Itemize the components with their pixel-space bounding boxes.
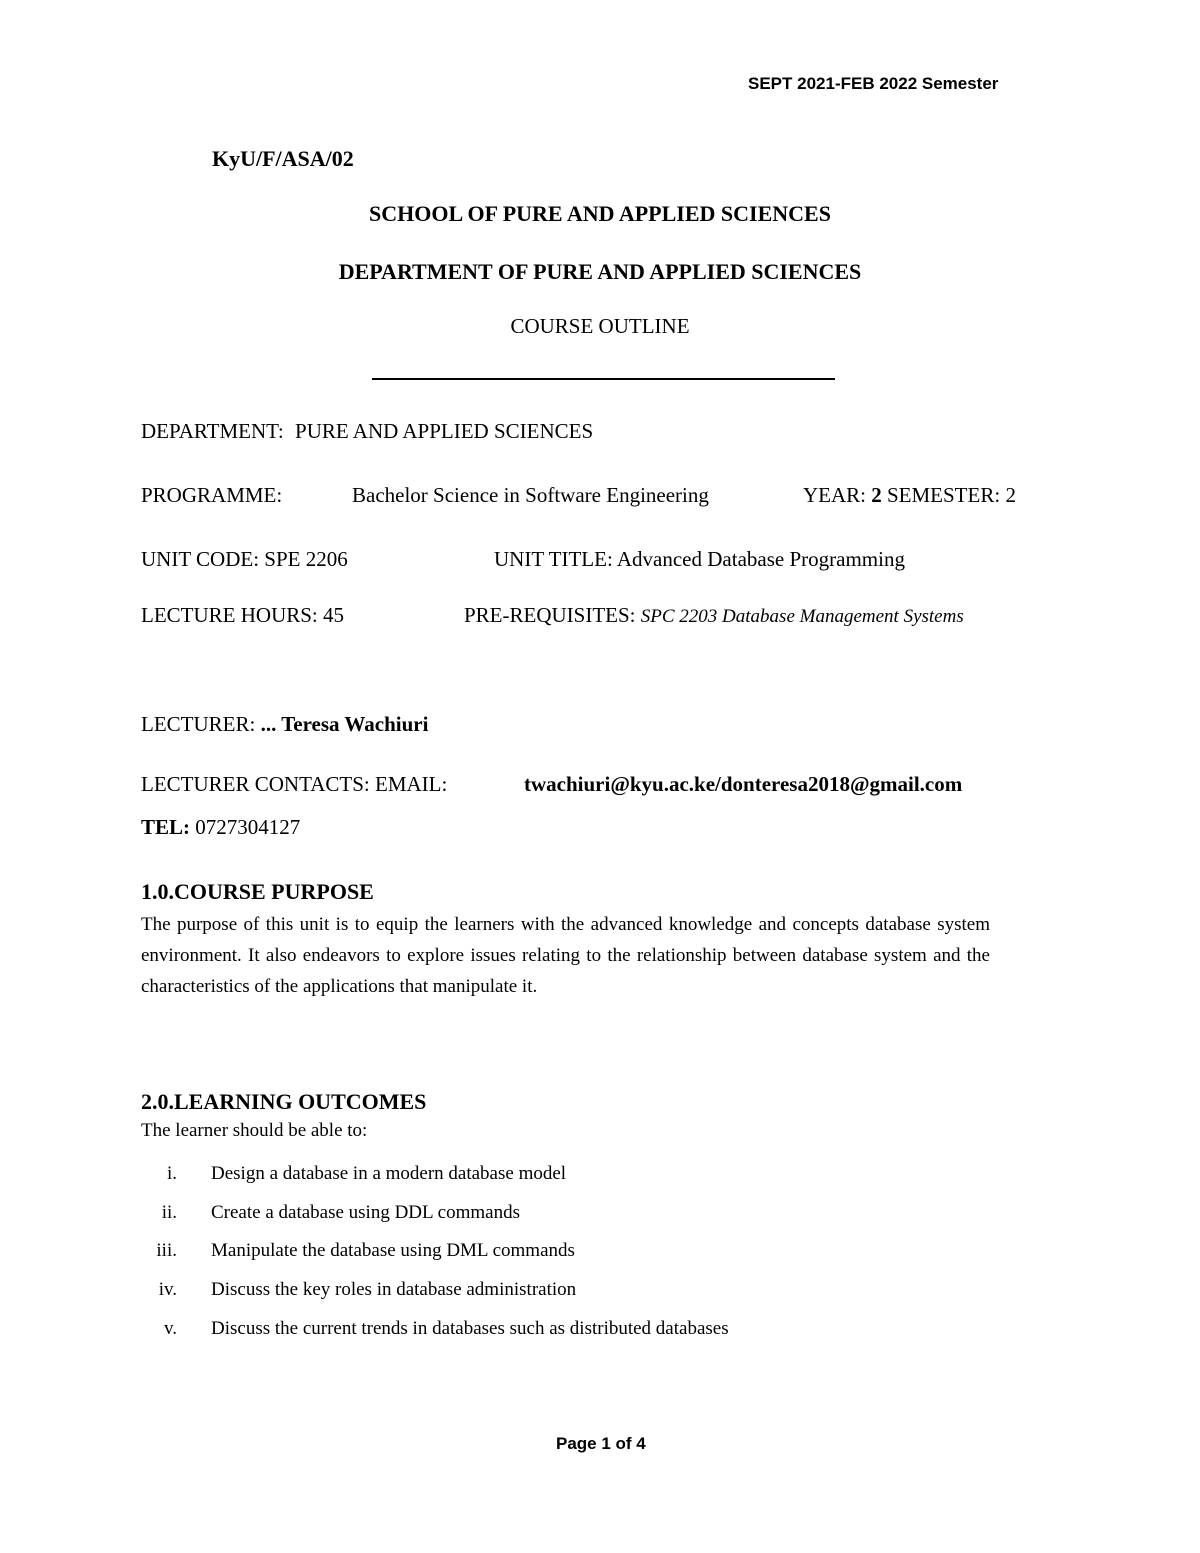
- contacts-label: LECTURER CONTACTS: EMAIL:: [141, 772, 448, 796]
- semester-header: SEPT 2021-FEB 2022 Semester: [748, 74, 999, 93]
- prerequisites-label: PRE-REQUISITES:: [464, 603, 636, 627]
- tel-row: [141, 815, 300, 840]
- lecturer-name: ... Teresa Wachiuri: [260, 712, 429, 736]
- course-purpose-text: The purpose of this unit is to equip the learners with the advanced knowledge and concepts database system environment. It also endeavors to explore issues relating to the relationship between database system and the characteristics of the applications that manipulate it.: [141, 914, 990, 997]
- year-value: 2: [871, 483, 882, 507]
- school-title: SCHOOL OF PURE AND APPLIED SCIENCES: [369, 201, 831, 226]
- unit-title-value: Advanced Database Programming: [616, 547, 905, 571]
- department-row: [141, 419, 593, 444]
- lecture-hours-value: 45: [323, 603, 345, 627]
- form-code: KyU/F/ASA/02: [212, 146, 354, 171]
- page-number: Page 1 of 4: [556, 1434, 646, 1453]
- list-item-number: iii.: [156, 1240, 177, 1261]
- prerequisites-row: [464, 603, 964, 628]
- unit-title-label: UNIT TITLE:: [494, 547, 613, 571]
- list-item-text: Discuss the key roles in database administration: [211, 1279, 577, 1300]
- list-item-text: Manipulate the database using DML commands: [211, 1240, 575, 1261]
- unit-code-value: SPE 2206: [264, 547, 348, 571]
- list-item-number: v.: [163, 1318, 177, 1339]
- list-item-text: Design a database in a modern database model: [211, 1163, 567, 1184]
- programme-label: PROGRAMME:: [141, 483, 283, 507]
- email-value: twachiuri@kyu.ac.ke/donteresa2018@gmail.com: [524, 772, 963, 796]
- semester-label: SEMESTER:: [887, 483, 1001, 507]
- prerequisites-value: SPC 2203 Database Management Systems: [640, 606, 964, 627]
- learning-outcomes-intro: The learner should be able to:: [141, 1120, 368, 1141]
- lecturer-row: [141, 712, 428, 737]
- unit-code-row: [141, 547, 348, 572]
- lecture-hours-label: LECTURE HOURS:: [141, 603, 318, 627]
- lecture-hours-row: [141, 603, 344, 628]
- department-title: DEPARTMENT OF PURE AND APPLIED SCIENCES: [338, 259, 862, 284]
- course-purpose-heading: 1.0.COURSE PURPOSE: [141, 879, 374, 904]
- tel-label: TEL:: [141, 815, 191, 839]
- list-item-number: iv.: [158, 1279, 177, 1300]
- tel-value: 0727304127: [195, 815, 301, 839]
- unit-code-label: UNIT CODE:: [141, 547, 260, 571]
- list-item-number: i.: [166, 1163, 177, 1184]
- course-outline-title: COURSE OUTLINE: [510, 314, 690, 338]
- lecturer-label: LECTURER:: [141, 712, 256, 736]
- year-semester: [803, 483, 1016, 508]
- list-item-text: Discuss the current trends in databases such as distributed databases: [211, 1318, 729, 1339]
- title-divider: [372, 378, 835, 380]
- programme-value: Bachelor Science in Software Engineering: [352, 483, 709, 507]
- year-label: YEAR:: [803, 483, 866, 507]
- semester-value: 2: [1005, 483, 1016, 507]
- department-label: DEPARTMENT:: [141, 419, 284, 443]
- list-item-number: ii.: [161, 1202, 177, 1223]
- list-item-text: Create a database using DDL commands: [211, 1202, 521, 1223]
- unit-title-row: [494, 547, 905, 572]
- learning-outcomes-heading: 2.0.LEARNING OUTCOMES: [141, 1089, 427, 1114]
- department-value: PURE AND APPLIED SCIENCES: [295, 419, 594, 443]
